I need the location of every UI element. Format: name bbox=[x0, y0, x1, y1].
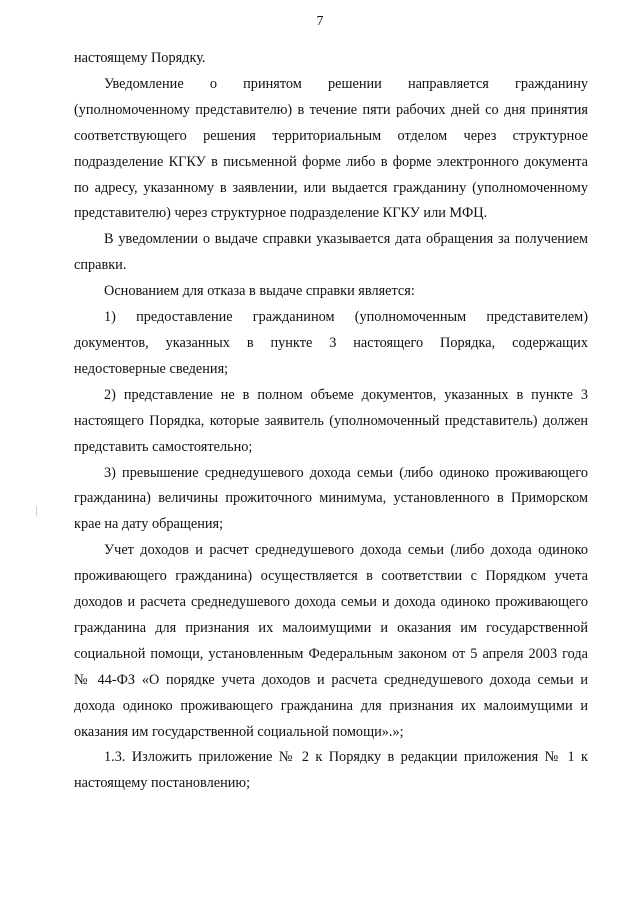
document-body bbox=[74, 46, 588, 797]
paragraph: 1.3. Изложить приложение № 2 к Порядку в редакции приложения № 1 к настоящему постановлению; bbox=[74, 749, 588, 792]
paragraph: 1) предоставление гражданином (уполномоченным представителем) документов, указанных в пункте 3 настоящего Порядка, содержащих недостоверные сведения; bbox=[74, 309, 588, 377]
paragraph: Основанием для отказа в выдаче справки является: bbox=[104, 283, 415, 300]
page-number: 7 bbox=[316, 14, 324, 29]
paragraph: 3) превышение среднедушевого дохода семьи (либо одиноко проживающего гражданина) величины прожиточного минимума, установленного в Приморском крае на дату обращения; bbox=[74, 464, 588, 533]
paragraph: В уведомлении о выдаче справки указывается дата обращения за получением справки. bbox=[74, 231, 588, 274]
paragraph: 2) представление не в полном объеме документов, указанных в пункте 3 настоящего Порядка, которые заявитель (уполномоченный представитель) должен представить самостоятельно; bbox=[74, 386, 588, 455]
paragraph: настоящему Порядку. bbox=[74, 50, 206, 66]
margin-mark bbox=[36, 506, 37, 516]
paragraph: Уведомление о принятом решении направляется гражданину (уполномоченному представителю) в течение пяти рабочих дней со дня принятия соответствующего решения территориальным отделом через структурное подразделение КГКУ в письменной форме либо в форме электронного документа по адресу, указанному в заявлении, или выдается гражданину (уполномоченному представителю) через структурное подразделение КГКУ или МФЦ. bbox=[74, 75, 588, 222]
paragraph: Учет доходов и расчет среднедушевого дохода семьи (либо дохода одиноко проживающего гражданина) осуществляется в соответствии с Порядком учета доходов и расчета среднедушевого дохода семьи и дохода одиноко проживающего гражданина для признания их малоимущими и оказания им государственной социальной помощи, установленным Федеральным законом от 5 апреля 2003 года № 44-ФЗ «О порядке учета доходов и расчета среднедушевого дохода семьи и дохода одиноко проживающего гражданина для признания их малоимущими и оказания им государственной социальной помощи».»; bbox=[74, 542, 588, 740]
